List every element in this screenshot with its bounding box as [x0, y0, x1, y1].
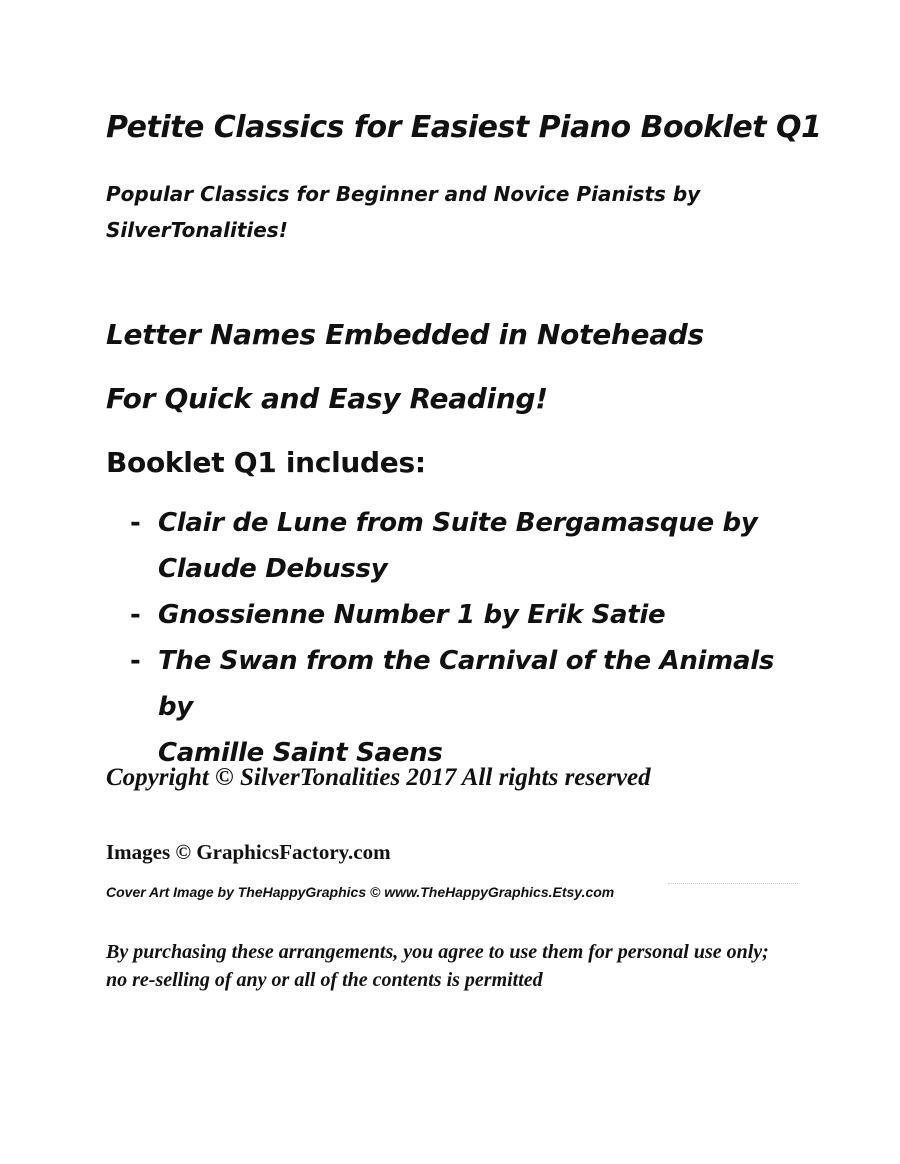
- list-dash: -: [130, 646, 141, 676]
- cover-art-credit: Cover Art Image by TheHappyGraphics © www.TheHappyGraphics.Etsy.com: [106, 884, 615, 900]
- pieces-list: [106, 500, 806, 776]
- dotted-rule: [668, 883, 798, 884]
- usage-notice: By purchasing these arrangements, you agree to use them for personal use only; no re-selling of any or all of the contents is permitted: [106, 941, 769, 991]
- page-title: Petite Classics for Easiest Piano Booklet Q1: [106, 110, 822, 145]
- piece-line-2: Camille Saint Saens: [158, 738, 443, 768]
- subtitle: Popular Classics for Beginner and Novice Pianists by SilverTonalities!: [106, 182, 701, 242]
- list-item: [106, 500, 806, 592]
- heading-quick-reading: For Quick and Easy Reading!: [106, 382, 548, 415]
- list-item: [106, 592, 806, 638]
- list-dash: -: [130, 600, 141, 630]
- list-item: [106, 638, 806, 776]
- heading-letter-names: Letter Names Embedded in Noteheads: [106, 318, 704, 351]
- heading-booklet-includes: Booklet Q1 includes:: [106, 446, 426, 479]
- copyright-notice: Copyright © SilverTonalities 2017 All rights reserved: [106, 764, 651, 791]
- piece-line-1: Clair de Lune from Suite Bergamasque by: [158, 508, 758, 538]
- piece-line-2: Claude Debussy: [158, 554, 388, 584]
- images-credit: Images © GraphicsFactory.com: [106, 840, 391, 864]
- piece-line-1: The Swan from the Carnival of the Animals by: [158, 646, 774, 722]
- piece-line-1: Gnossienne Number 1 by Erik Satie: [158, 600, 666, 630]
- list-dash: -: [130, 508, 141, 538]
